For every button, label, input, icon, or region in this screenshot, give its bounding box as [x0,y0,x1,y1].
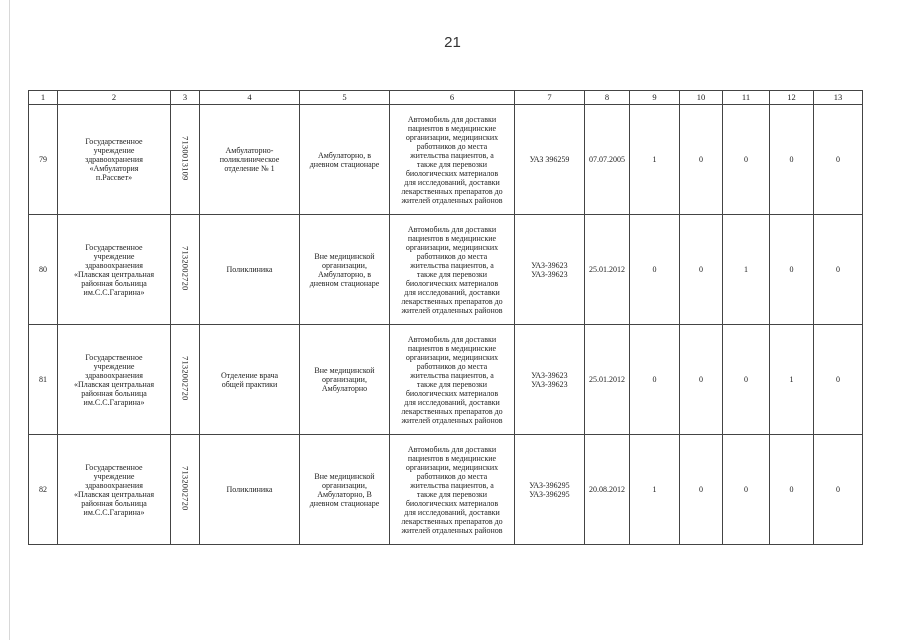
cell-vehicle [515,215,585,325]
column-header: 12 [770,91,814,105]
no-value: 80 [39,265,47,274]
purpose-line: биологических материалов [405,388,499,398]
org-line: здравоохранения [85,480,143,490]
column-header: 5 [300,91,390,105]
purpose-line: работников до места [416,471,488,481]
cell-vehicle [515,435,585,545]
org-line: им.С.С.Гагарина» [83,507,145,517]
no-value: 82 [39,485,47,494]
code-value: 7130013109 [180,136,191,181]
purpose-line: работников до места [416,361,488,371]
cell-c9 [630,325,680,435]
purpose-line: также для перевозки [416,379,488,389]
c9-value: 1 [652,485,657,494]
cell-org [58,105,171,215]
c10-value: 0 [699,265,703,274]
column-header: 6 [390,91,515,105]
cell-vehicle [515,325,585,435]
page-number: 21 [444,34,461,51]
cell-c10 [680,105,723,215]
purpose-line: жителей отдаленных районов [401,415,503,425]
purpose-line: Автомобиль для доставки [407,224,497,234]
purpose-line: также для перевозки [416,489,488,499]
org-line: «Плавская центральная [73,269,155,279]
date-value: 25.01.2012 [589,375,625,384]
code-value: 7132002720 [180,246,191,291]
org-line: районная больница [81,388,147,398]
cell-c10 [680,215,723,325]
cell-purpose [390,215,515,325]
column-header: 8 [585,91,630,105]
cell-c10 [680,435,723,545]
vehicle-line: УАЗ-39623 [531,370,568,380]
table-body [29,105,863,545]
purpose-line: жителей отдаленных районов [401,195,503,205]
cell-c12 [770,105,814,215]
purpose-line: лекарственных препаратов до [401,296,503,306]
cell-date [585,325,630,435]
cell-code [171,105,200,215]
cell-c13 [814,325,863,435]
cell-unit [200,325,300,435]
cell-c11 [723,215,770,325]
unit-line: Поликлиника [226,485,273,494]
cell-code [171,435,200,545]
cell-c12 [770,325,814,435]
purpose-line: биологических материалов [405,278,499,288]
purpose-line: жительства пациентов, а [410,480,494,490]
org-line: здравоохранения [85,260,143,270]
purpose-line: лекарственных препаратов до [401,406,503,416]
cell-date [585,435,630,545]
org-line: здравоохранения [85,155,143,164]
cell-c13 [814,435,863,545]
header-row [29,91,863,105]
c13-value: 0 [836,265,840,274]
conditions-line: дневном стационаре [309,278,380,288]
org-line: им.С.С.Гагарина» [83,287,145,297]
code-value: 7132002720 [180,466,191,511]
table-row [29,105,863,215]
purpose-line: пациентов в медицинские [407,343,497,353]
column-header: 11 [723,91,770,105]
cell-org [58,215,171,325]
purpose-line: организации, медицинских [405,242,499,252]
org-line: «Плавская центральная [73,379,155,389]
purpose-line: жителей отдаленных районов [401,525,503,535]
cell-c11 [723,435,770,545]
c12-value: 0 [789,155,794,164]
cell-vehicle [515,105,585,215]
unit-line: Поликлиника [226,265,273,274]
purpose-line: организации, медицинских [405,132,499,142]
purpose-line: работников до места [416,251,488,261]
date-value: 25.01.2012 [589,265,625,274]
c11-value: 0 [744,155,748,164]
purpose-line: Автомобиль для доставки [407,334,497,344]
c9-value: 0 [652,265,657,274]
conditions-line: Амбулаторно [321,384,368,393]
cell-c9 [630,215,680,325]
org-line: Государственное [85,242,143,252]
cell-date [585,215,630,325]
cell-unit [200,105,300,215]
vehicle-line: УАЗ-39623 [531,269,568,279]
table-row [29,215,863,325]
column-header: 7 [515,91,585,105]
purpose-line: организации, медицинских [405,462,499,472]
purpose-line: для исследований, доставки [404,177,500,187]
purpose-line: организации, медицинских [405,352,499,362]
register-table [28,90,863,545]
cell-c9 [630,105,680,215]
c10-value: 0 [699,485,703,494]
org-line: районная больница [81,498,147,508]
purpose-line: также для перевозки [416,269,488,279]
purpose-line: Автомобиль для доставки [407,114,497,124]
cell-purpose [390,435,515,545]
purpose-line: также для перевозки [416,159,488,169]
org-line: «Плавская центральная [73,489,155,499]
purpose-line: жительства пациентов, а [410,260,494,270]
c13-value: 0 [836,375,840,384]
conditions-line: дневном стационаре [309,498,380,508]
conditions-line: Амбулаторно, в [317,269,372,279]
c13-value: 0 [836,485,840,494]
unit-line: Отделение врача [220,370,279,380]
column-header: 1 [29,91,58,105]
table-row [29,435,863,545]
org-line: Государственное [85,352,143,362]
vehicle-line: УАЗ-396295 [529,489,570,499]
column-header: 10 [680,91,723,105]
cell-c11 [723,325,770,435]
cell-unit [200,215,300,325]
c9-value: 1 [652,155,657,164]
purpose-line: Автомобиль для доставки [407,444,497,454]
column-header: 9 [630,91,680,105]
code-value: 7132002720 [180,356,191,401]
unit-line: поликлиническое [219,155,280,164]
table-row [29,325,863,435]
purpose-line: жительства пациентов, а [410,150,494,160]
c12-value: 1 [789,375,794,384]
cell-conditions [300,325,390,435]
vehicle-line: УАЗ 396259 [529,155,570,164]
conditions-line: Вне медицинской [314,251,375,261]
org-line: п.Рассвет» [95,173,133,182]
org-line: им.С.С.Гагарина» [83,397,145,407]
vehicle-line: УАЗ-39623 [531,260,568,270]
cell-purpose [390,105,515,215]
purpose-line: биологических материалов [405,168,499,178]
cell-c10 [680,325,723,435]
purpose-line: лекарственных препаратов до [401,186,503,196]
conditions-line: организации, [322,480,367,490]
c10-value: 0 [699,155,703,164]
org-line: районная больница [81,278,147,288]
page-edge-line [9,0,10,640]
org-line: Государственное [85,462,143,472]
no-value: 79 [39,155,47,164]
column-header: 3 [171,91,200,105]
column-header: 13 [814,91,863,105]
c10-value: 0 [699,375,703,384]
cell-purpose [390,325,515,435]
cell-conditions [300,105,390,215]
c12-value: 0 [789,485,794,494]
unit-line: отделение № 1 [224,164,275,173]
purpose-line: лекарственных препаратов до [401,516,503,526]
cell-conditions [300,215,390,325]
org-line: учреждение [93,361,135,371]
vehicle-line: УАЗ-396295 [529,480,570,490]
cell-no [29,215,58,325]
date-value: 20.08.2012 [589,485,625,494]
c11-value: 1 [744,265,748,274]
cell-conditions [300,435,390,545]
unit-line: общей практики [221,379,278,389]
purpose-line: пациентов в медицинские [407,123,497,133]
conditions-line: организации, [322,260,367,270]
column-header: 4 [200,91,300,105]
cell-c9 [630,435,680,545]
cell-unit [200,435,300,545]
conditions-line: дневном стационаре [309,159,380,169]
conditions-line: Вне медицинской [314,471,375,481]
purpose-line: жительства пациентов, а [410,370,494,380]
cell-c12 [770,215,814,325]
conditions-line: Амбулаторно, В [317,489,372,499]
cell-date [585,105,630,215]
c11-value: 0 [744,485,748,494]
no-value: 81 [39,375,47,384]
c11-value: 0 [744,375,748,384]
cell-org [58,435,171,545]
purpose-line: биологических материалов [405,498,499,508]
c12-value: 0 [789,265,794,274]
conditions-line: организации, [322,375,367,384]
unit-line: Амбулаторно- [225,146,274,155]
org-line: учреждение [93,251,135,261]
c13-value: 0 [836,155,840,164]
conditions-line: Вне медицинской [314,366,375,375]
cell-no [29,435,58,545]
conditions-line: Амбулаторно, в [317,150,372,160]
column-header: 2 [58,91,171,105]
org-line: Государственное [85,137,143,146]
c9-value: 0 [652,375,657,384]
purpose-line: работников до места [416,141,488,151]
purpose-line: для исследований, доставки [404,507,500,517]
cell-org [58,325,171,435]
purpose-line: для исследований, доставки [404,287,500,297]
org-line: здравоохранения [85,370,143,380]
purpose-line: жителей отдаленных районов [401,305,503,315]
org-line: учреждение [93,146,135,155]
cell-code [171,325,200,435]
cell-no [29,325,58,435]
cell-c13 [814,105,863,215]
cell-no [29,105,58,215]
cell-c12 [770,435,814,545]
org-line: «Амбулатория [89,164,139,173]
purpose-line: для исследований, доставки [404,397,500,407]
org-line: учреждение [93,471,135,481]
cell-code [171,215,200,325]
date-value: 07.07.2005 [589,155,625,164]
cell-c13 [814,215,863,325]
purpose-line: пациентов в медицинские [407,233,497,243]
vehicle-line: УАЗ-39623 [531,379,568,389]
cell-c11 [723,105,770,215]
purpose-line: пациентов в медицинские [407,453,497,463]
